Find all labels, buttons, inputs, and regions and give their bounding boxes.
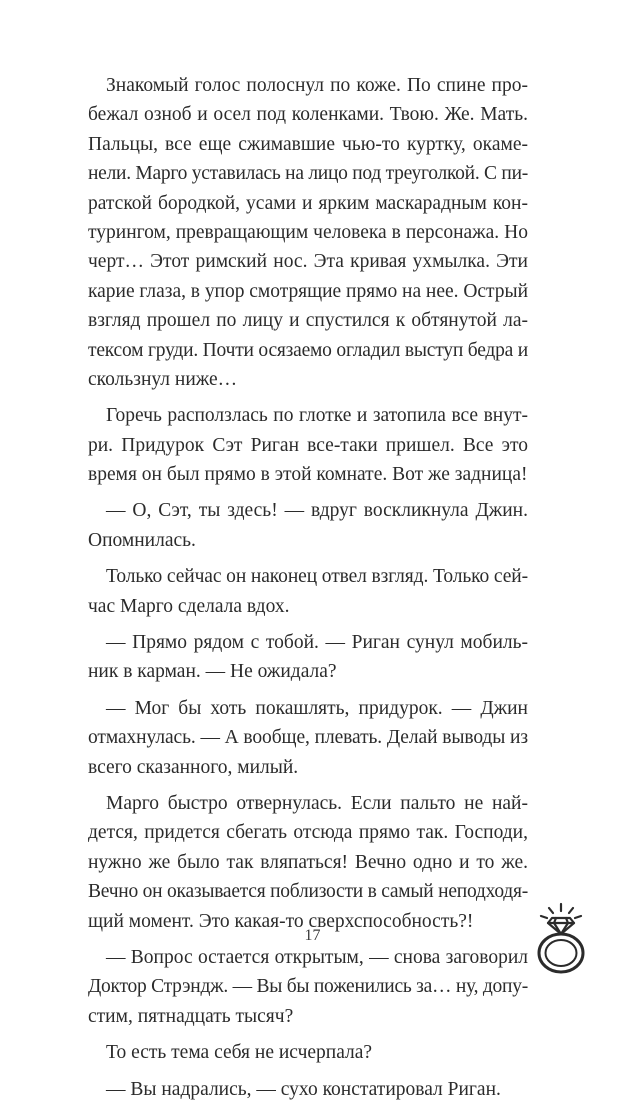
text-line: Знакомый голос полоснул по коже. По спине про- — [106, 75, 528, 96]
text-line: всего сказанного, милый. — [88, 756, 299, 778]
text-line: Только сейчас он наконец отвел взгляд. Только сей- — [106, 566, 528, 588]
text-line: час Марго сделала вдох. — [88, 595, 290, 617]
text-line: — Мог бы хоть покашлять, придурок. — Джин — [106, 697, 528, 719]
text-line: взгляд прошел по лицу и спустился к обтянутой ла- — [88, 310, 528, 332]
text-line: Пальцы, все еще сжимавшие чью-то куртку, окаме- — [88, 133, 528, 155]
paragraph — [88, 562, 528, 621]
text-line: Доктор Стрэндж. — Вы бы поженились за… ну, допу- — [88, 976, 528, 998]
text-line: То есть тема себя не исчерпала? — [106, 1042, 373, 1064]
text-line: нужно же было так вляпаться! Вечно одно и то же. — [88, 851, 528, 873]
paragraph — [88, 1038, 528, 1067]
text-line: — О, Сэт, ты здесь! — вдруг воскликнула Джин. — [106, 500, 528, 522]
text-line: турингом, превращающим человека в персонажа. Но — [88, 221, 528, 243]
text-line: скользнул ниже… — [88, 368, 238, 390]
paragraph — [88, 628, 528, 687]
text-line: ри. Придурок Сэт Риган все-таки пришел. Все это — [88, 434, 528, 456]
text-line: стим, пятнадцать тысяч? — [88, 1005, 294, 1027]
paragraph — [88, 694, 528, 782]
text-line: ник в карман. — Не ожидала? — [88, 661, 337, 683]
diamond-ring-icon — [532, 902, 590, 974]
text-line: Горечь расползлась по глотке и затопила все внут- — [106, 405, 528, 427]
text-line: бежал озноб и осел под коленками. Твою. Же. Мать. — [88, 104, 528, 126]
text-line: Вечно он оказывается поблизости в самый неподходя- — [88, 881, 528, 903]
text-line: щий момент. Это какая-то сверхспособность?! — [88, 910, 474, 932]
paragraph — [88, 496, 528, 555]
text-line: тексом груди. Почти осязаемо огладил выступ бедра и — [88, 339, 528, 361]
paragraph — [88, 1075, 528, 1104]
text-line: Опомнилась. — [88, 529, 196, 551]
text-line: ратской бородкой, усами и ярким маскарадным кон- — [88, 192, 528, 214]
text-line: карие глаза, в упор смотрящие прямо на нее. Острый — [88, 280, 528, 302]
paragraph — [88, 71, 528, 394]
text-line: Марго быстро отвернулась. Если пальто не най- — [106, 792, 528, 814]
paragraph — [88, 943, 528, 1031]
text-line: нели. Марго уставилась на лицо под треуголкой. С пи- — [88, 163, 528, 185]
page-number: 17 — [304, 927, 321, 944]
text-line: — Вы надрались, — сухо констатировал Риган. — [106, 1078, 501, 1100]
text-line: черт… Этот римский нос. Эта кривая ухмылка. Эти — [88, 251, 528, 273]
text-line: — Прямо рядом с тобой. — Риган сунул мобиль- — [106, 632, 528, 654]
paragraph — [88, 789, 528, 936]
text-line: отмахнулась. — А вообще, плевать. Делай выводы из — [88, 727, 528, 749]
text-line: время он был прямо в этой комнате. Вот же задница! — [88, 464, 528, 486]
text-line: дется, придется сбегать отсюда прямо так. Господи, — [88, 822, 528, 844]
text-line: — Вопрос остается открытым, — снова заговорил — [106, 946, 528, 968]
body-text — [88, 71, 528, 1111]
paragraph — [88, 401, 528, 489]
